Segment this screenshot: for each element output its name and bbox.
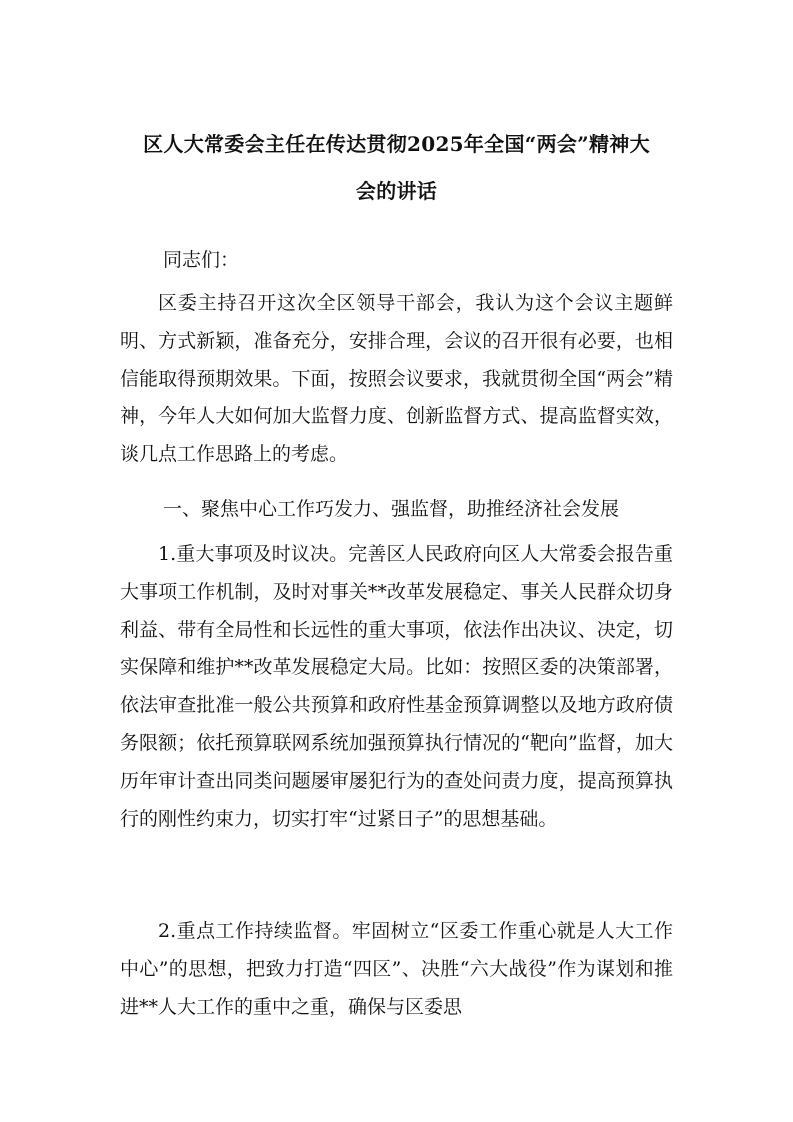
section-heading-1: 一、聚焦中心工作巧发力、强监督，助推经济社会发展 (163, 498, 620, 520)
item-2-paragraph: 2.重点工作持续监督。牢固树立“区委工作重心就是人大工作中心”的思想，把致力打造“四区”、决胜“六大战役”作为谋划和推进**人大工作的重中之重，确保与区委思 (120, 920, 673, 1018)
document-title-line-2: 会的讲话 (355, 179, 438, 203)
item-1-block (120, 536, 673, 838)
intro-paragraph-block (120, 285, 673, 474)
item-1-paragraph: 1.重大事项及时议决。完善区人民政府向区人大常委会报告重大事项工作机制，及时对事关**改革发展稳定、事关人民群众切身利益、带有全局性和长远性的重大事项，依法作出决议、决定，切实保障和维护**改革发展稳定大局。比如：按照区委的决策部署，依法审查批准一般公共预算和政府性基金预算调整以及地方政府债务限额；依托预算联网系统加强预算执行情况的“靶向”监督，加大历年审计查出同类问题屡审屡犯行为的查处问责力度，提高预算执行的刚性约束力，切实打牢“过紧日子”的思想基础。 (120, 543, 673, 830)
salutation: 同志们： (163, 249, 240, 271)
item-2-block (120, 913, 673, 1026)
document-title-line-1: 区人大常委会主任在传达贯彻2025年全国“两会”精神大 (143, 132, 650, 156)
intro-paragraph: 区委主持召开这次全区领导干部会，我认为这个会议主题鲜明、方式新颖，准备充分，安排合理，会议的召开很有必要，也相信能取得预期效果。下面，按照会议要求，我就贯彻全国“两会”精神，今年人大如何加大监督力度、创新监督方式、提高监督实效，谈几点工作思路上的考虑。 (120, 292, 673, 466)
